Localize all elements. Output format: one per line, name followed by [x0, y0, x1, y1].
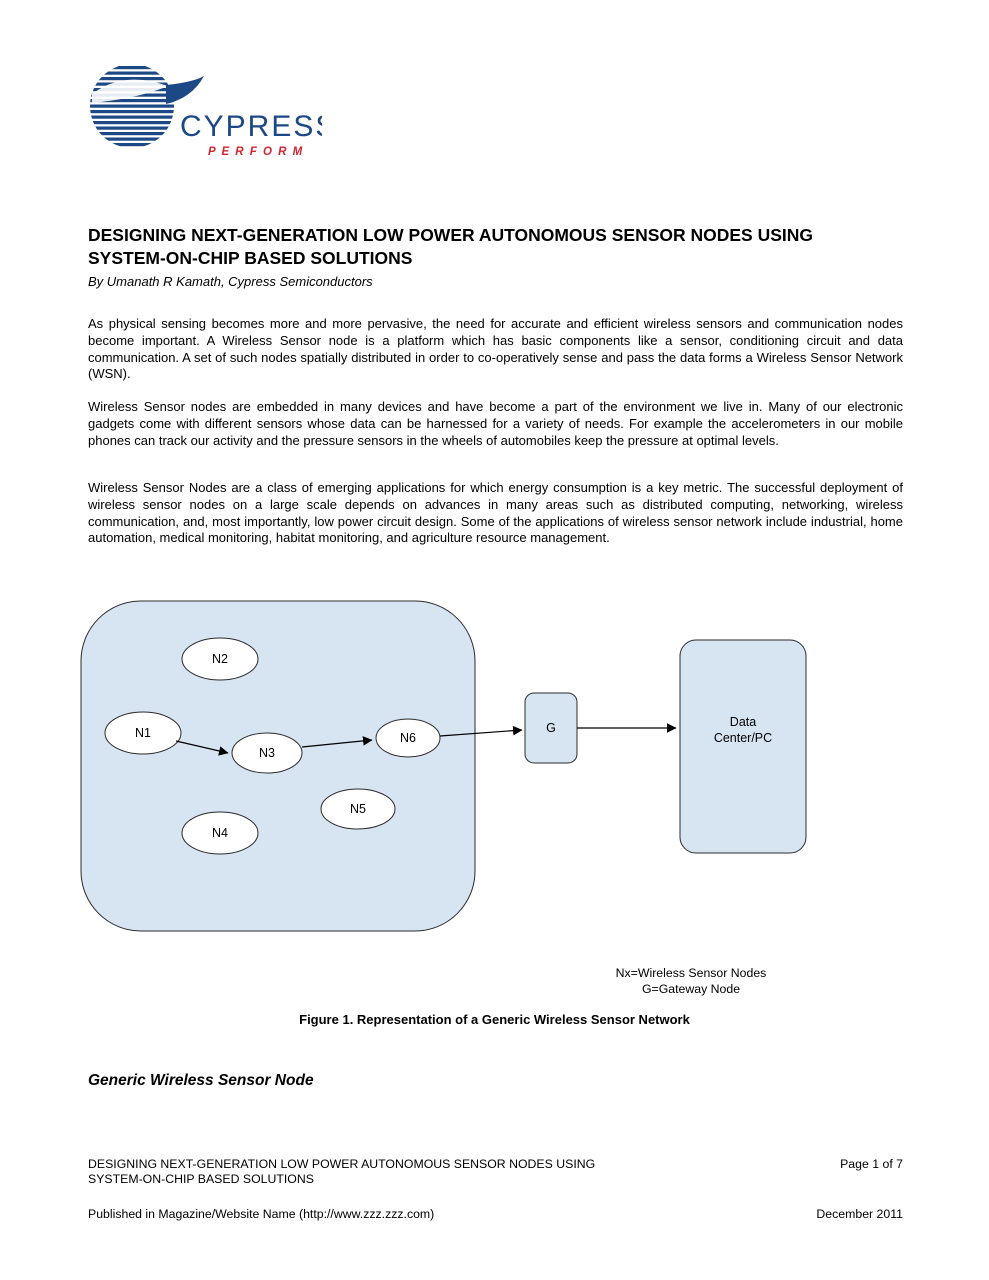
gateway-node: [525, 693, 577, 763]
data-center-label-line1: Data: [729, 715, 757, 729]
node-N1-label: N1: [135, 726, 151, 740]
globe-icon: [86, 66, 178, 146]
article-title-line1: DESIGNING NEXT-GENERATION LOW POWER AUTONOMOUS SENSOR NODES USING: [88, 225, 814, 245]
node-N4: [182, 812, 258, 854]
figure-caption: Figure 1. Representation of a Generic Wireless Sensor Network: [299, 1012, 690, 1027]
legend-line1: Nx=Wireless Sensor Nodes: [615, 966, 767, 980]
data-center-label-line2: Center/PC: [713, 731, 773, 745]
article-title: [88, 224, 908, 269]
footer-doc-title-line2: SYSTEM-ON-CHIP BASED SOLUTIONS: [88, 1172, 314, 1186]
logo-brand-text: CYPRESS: [180, 110, 322, 143]
node-N6-label: N6: [400, 731, 416, 745]
node-N2: [182, 638, 258, 680]
logo-tagline-text: P E R F O R M: [208, 146, 304, 158]
body-paragraph-3: Wireless Sensor Nodes are a class of emerging applications for which energy consumption is a key metric. The successful deployment of wireless sensor nodes on a large scale depends on advances in many areas such as distributed computing, networking, wireless communication, and, most importantly, low power circuit design. Some of the applications of wireless sensor network include industrial, home automation, medical monitoring, habitat monitoring, and agriculture resource management.: [88, 480, 903, 546]
node-N3: [232, 733, 302, 773]
gateway-label: G: [546, 721, 556, 735]
wsn-diagram: [78, 595, 820, 940]
footer-page-number: Page 1 of 7: [840, 1157, 903, 1171]
footer-date: December 2011: [816, 1207, 903, 1221]
node-N2-label: N2: [212, 652, 228, 666]
body-paragraph-2: Wireless Sensor nodes are embedded in many devices and have become a part of the environment we live in. Many of our electronic gadgets come with different sensors whose data can be harnessed for a variety of needs. For example the accelerometers in our mobile phones can track our activity and the pressure sensors in the wheels of automobiles keep the pressure at optimal levels.: [88, 399, 903, 448]
node-N3-label: N3: [259, 746, 275, 760]
swoosh-icon: [166, 76, 204, 104]
data-center-box: [680, 640, 806, 853]
figure-1-diagram: [78, 595, 820, 945]
footer-title-row: [88, 1157, 903, 1187]
body-paragraph-1: As physical sensing becomes more and more pervasive, the need for accurate and efficient wireless sensors and communication nodes become important. A Wireless Sensor node is a platform which has basic components like a sensor, conditioning circuit and data communication. A set of such nodes spatially distributed in order to co-operatively sense and pass the data forms a Wireless Sensor Network (WSN).: [88, 316, 903, 382]
node-N5: [321, 789, 395, 829]
figure-legend: [585, 966, 797, 997]
section-heading: Generic Wireless Sensor Node: [88, 1072, 314, 1089]
footer-doc-title-line1: DESIGNING NEXT-GENERATION LOW POWER AUTONOMOUS SENSOR NODES USING: [88, 1157, 596, 1171]
footer-publish-row: [88, 1207, 903, 1221]
footer-doc-title: [88, 1157, 595, 1187]
legend-line2: G=Gateway Node: [641, 981, 741, 996]
node-N1: [105, 712, 181, 754]
cypress-logo: [82, 58, 322, 168]
cypress-logo-graphic: [82, 58, 322, 163]
footer-published-text: Published in Magazine/Website Name (http://www.zzz.zzz.com): [88, 1207, 435, 1221]
node-N5-label: N5: [350, 802, 366, 816]
article-title-line2: SYSTEM-ON-CHIP BASED SOLUTIONS: [88, 247, 413, 268]
node-N4-label: N4: [212, 826, 228, 840]
byline: By Umanath R Kamath, Cypress Semiconductors: [88, 274, 373, 289]
node-N6: [376, 719, 440, 757]
